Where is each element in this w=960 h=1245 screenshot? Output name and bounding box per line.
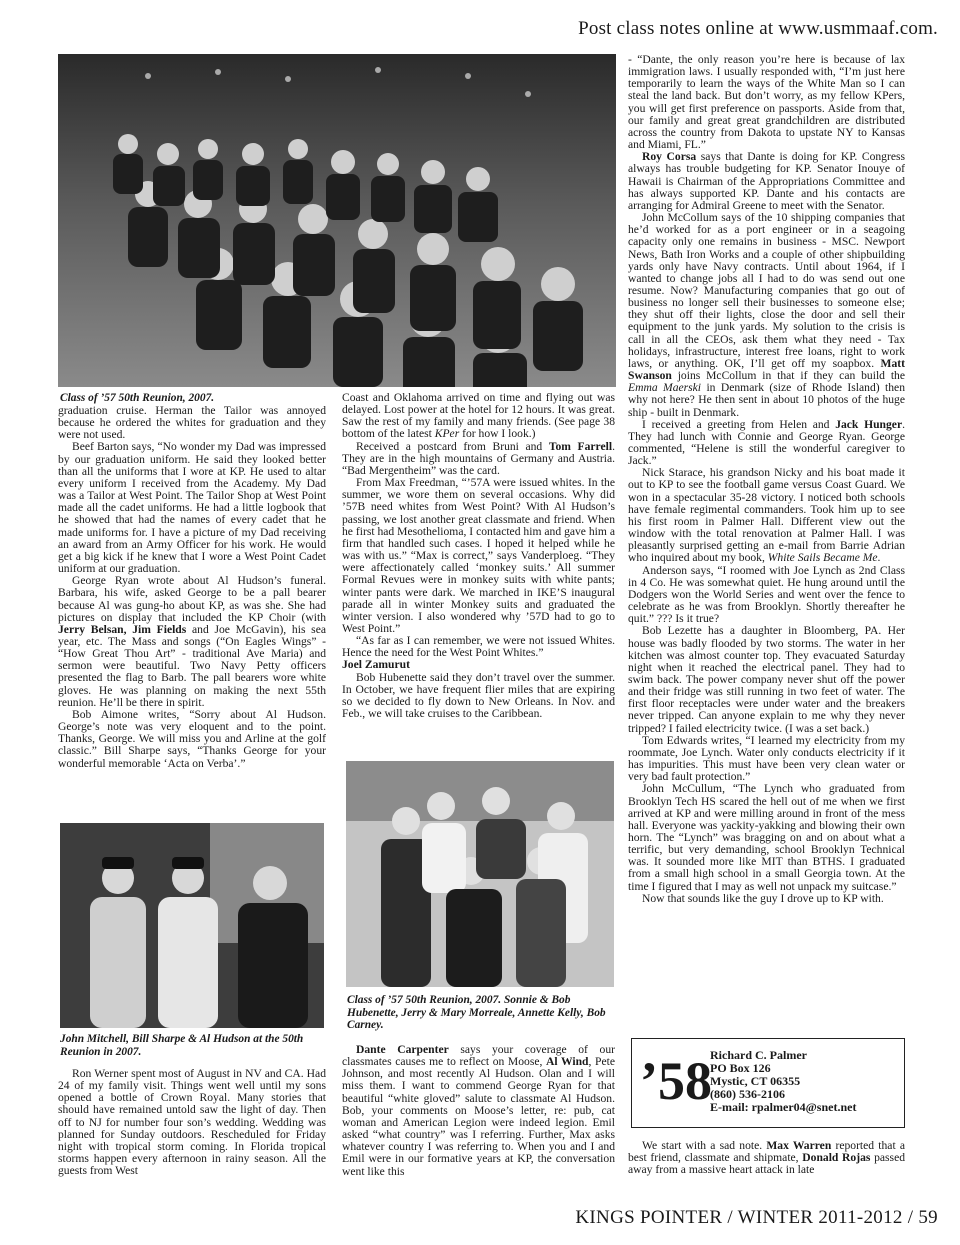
class-58-contact-box [631,1038,905,1128]
col2-para: Received a postcard from Bruni and Tom Farrell. They are in the high mountains of Germany and Austria. “Bad Mergentheim” was the card. [342,439,615,477]
contact-name: Richard C. Palmer [710,1048,807,1062]
column-2-upper [342,392,615,720]
contact-city: Mystic, CT 06355 [710,1074,801,1088]
col3-para: Tom Edwards writes, “I learned my electricity from my roommate, Joe Lynch. Water only conducts electricity if it has impurities. This must have been very clean water or very bad fault protection.” [628,733,905,784]
contact-email: E-mail: rpalmer04@snet.net [710,1100,857,1114]
mitchell-photo-caption: John Mitchell, Bill Sharpe & Al Hudson at the 50th Reunion in 2007. [60,1033,304,1058]
reunion-photo-caption: Class of ’57 50th Reunion, 2007. [60,392,215,404]
col3-para: We start with a sad note. Max Warren reported that a best friend, classmate and shipmate, Donald Rojas passed away from a massive heart attack in late [628,1139,906,1177]
bold-names: Jerry Belsan, Jim Fields [58,622,187,636]
col1-para: Ron Werner spent most of August in NV and CA. Had 24 of my family visit. Things went well until my sons opened a bottle of Crown Royal. Many stories that should have remained untold saw the light of day. Then off to NJ for number four son’s wedding. Wedding was planned for Sunday outdoors. Rescheduled for Friday night with tropical storm coming. In Florida tropical storms happen every afternoon in rainy season. All the guests from West [58,1067,326,1178]
col2-para: Coast and Oklahoma arrived on time and flying out was delayed. Lost power at the hotel for 12 hours. It was great. Saw the rest of my family and many friends. (See page 38 bottom of the latest KPer for how I look.) [342,391,615,441]
col3-para: John McCollum says of the 10 shipping companies that he’d worked for as a port engineer or in a seagoing capacity only one remains in business - MSC. Newport News, Bath Iron Works and a couple of other shipbuilding yards only have Navy contracts. Until about 1964, if I wanted to change jobs all I had to do was send out one resume. Now? Manufacturing companies that go out of business no longer sell their businesses to someone else; they shut off their lights, close the door and sell their equipment to the junk yards. My solution to the crisis is call in all the CEOs, ask them what they need - Tax holidays, infrastructure, interest free loans, right to work laws, or anything. OK, I’ll get off my soapbox. Matt Swanson joins McCollum in that if they can build the Emma Maerski in Denmark (size of Rhode Island) then why not here? He then sent in about 10 photos of the huge ship - built in Denmark. [628,211,905,419]
col2-signature: Joel Zamurut [342,658,410,672]
col3-para: Now that sounds like the guy I drove up to KP with. [642,891,884,905]
class-year: ’58 [640,1051,712,1111]
hubenette-photo-caption: Class of ’57 50th Reunion, 2007. Sonnie & Bob Hubenette, Jerry & Mary Morreale, Annette Kelly, Bob Carney. [347,994,606,1032]
class-contact [710,1049,856,1114]
contact-phone: (860) 536-2106 [710,1087,785,1101]
col3-para: - “Dante, the only reason you’re here is because of lax immigration laws. I usually responded with, “I’m just here temporarily to learn the ways of the White Man so I can steal the land back. But don’t worry, as my fellow KPers, you will get first preference on passports. Aside from that, our family and great great grandchildren are distributed across the country from Dakota to upstate NY to Kansas and Miami, FL.” [628,53,905,152]
page-header: Post class notes online at www.usmmaaf.com. [578,18,938,39]
col3-para: I received a greeting from Helen and Jack Hunger. They had lunch with Connie and George Ryan. George commented, “Helene is still the wonderful caregiver to Jack.” [628,417,905,468]
column-3-lower [628,1140,905,1176]
mitchell-sharpe-hudson-photo [60,823,324,1028]
hubenette-morreale-photo [346,761,614,987]
reunion-group-photo [58,54,616,387]
column-1-lower [58,1068,326,1177]
col2-para: From Max Freedman, “’57A were issued whites. In the summer, we wore them on several occasions. Why did ’57B need whites from West Point? With Al Hudson’s passing, we lost another great classmate and friend. When he first had Mesothelioma, I contacted him and gave him a firm that handled such cases. I hoped it helped while he was with us.” “Max is correct,” says Vanderploeg. “They were affectionately called ‘monkey suits.’ All summer Formal Revues were in monkey suits with white pants; winter pants were dark. We marched in IKE’S inaugural parade all in winter Monkey suits and graduated the winter version. I also wondered why ’57D had to go to West Point.” [342,476,615,635]
col1-para: graduation cruise. Herman the Tailor was annoyed because he ordered the whites for graduation and they were not used. [58,404,326,442]
col3-para: Bob Lezette has a daughter in Bloomberg, PA. Her house was badly flooded by two storms. The water in her kitchen was almost counter top. They evacuated Saturday night when it reached the electrical panel. They had to swim back. The power company never shut off the power and their fridge was still running in two feet of water. The first floor receptacles were under water and the breakers never tripped. Can anyone explain to me why they never tripped? I failed electricity twice. (I was a set back.) [628,624,905,735]
col1-para: Beef Barton says, “No wonder my Dad was impressed by our graduation uniform. He said they looked better than all the uniforms that I wore at KP. He used to altar every uniform I received from the Academy. My Dad was a Tailor at West Point. The Tailor Shop at West Point made all the cadet uniforms. He had a little logbook that he showed that had the names of every cadet that he made uniforms for. I have a picture of my Dad receiving an award from an Army Officer for his work. He would get a big kick if he knew that I wore a West Point Cadet uniform at our graduation. [58,440,326,576]
column-3-upper [628,54,905,905]
col3-para: Anderson says, “I roomed with Joe Lynch as 2nd Class in 4 Co. He was somewhat quiet. He hung around until the Dodgers won the World Series and went over the fence to celebrate as he was from Brooklyn. Shortly thereafter he quit.” ??? Is it true? [628,563,905,626]
col3-para: Nick Starace, his grandson Nicky and his boat made it out to KP to see the football game versus Coast Guard. We won in a spectacular 35-28 victory. I noticed both schools have female regimental commanders. Took him up to see his first room in Palmer Hall. Different view out the window with the total renovation at Palmer Hall. I was pleasantly surprised getting an e-mail from Barrie Adrian who inquired about my book, White Sails Became Me. [628,466,905,565]
contact-po-box: PO Box 126 [710,1061,771,1075]
column-1-upper [58,405,326,770]
col3-para: Roy Corsa says that Dante is doing for KP. Congress always has trouble budgeting for KP. Senator Inouye of Hawaii is Chairman of the Appropriations Committee and has always supported KP. Dante and his contacts are arranging for Admiral Greene to meet with the Senator. [628,150,906,212]
col1-para: Bob Aimone writes, “Sorry about Al Hudson. George’s note was very eloquent and to the point. Thanks, George. We will miss you and Arline at the golf classic.” Bill Sharpe says, “Thanks George for your wonderful memorable ‘Acta on Verba’.” [58,707,326,770]
col3-para: John McCullum, “The Lynch who graduated from Brooklyn Tech HS scared the hell out of me when we first arrived at KP and were milling around in front of the mess hall. Everyone was yackity-yakking and blowing their own horn. The “Lynch” was bragging on and on about what a terrific, but very demanding, school Brooklyn Technical was. It sounded more like MIT than BTHS. I graduated from a small high school in a small Georgia town. At the time I figured that I may as well not unpack my suitcase.” [628,782,905,893]
col2-para: “As far as I can remember, we were not issued Whites. Hence the need for the West Point Whites.” [342,634,615,660]
col2-para: Bob Hubenette said they don’t travel over the summer. In October, we have frequent flier miles that are expiring so we decided to fly down to New Orleans. In Nov. and Feb., we will take cruises to the Caribbean. [342,670,615,721]
column-2-lower [342,1044,615,1178]
col2-para: Dante Carpenter says your coverage of our classmates causes me to reflect on Moose, Al Wind, Pete Johnson, and most recently Al Hudson. Olan and I will miss them. I want to commend George Ryan for that beautiful “white gloved” salute to classmate Al Hudson. Bob, your comments on Moose’s letter, re: pub, cat woman and American Legion were indeed legion. Emil asked “what country” was I referring. Further, Max asks whatever country I was referring to. When you and I and Emil were in our formative years at KP, the conversation went like this [342,1043,615,1178]
col1-para: George Ryan wrote about Al Hudson’s funeral. Barbara, his wife, asked George to be a pall bearer because Al was gung-ho about KP, as was she. She had pictures on display that included the KP Choir (with Jerry Belsan, Jim Fields and Joe McGavin), his sea year, etc. The Mass and songs (“On Eagles Wings” - “How Great Thou Art” - traditional Ave Maria) and sermon were beautiful. Two Navy Petty officers presented the flag to Barb. The pall bearers wore white gloves. He was planning on making the next 55th reunion. He’ll be there in spirit. [58,574,326,709]
page-footer: KINGS POINTER / WINTER 2011-2012 / 59 [575,1207,938,1228]
